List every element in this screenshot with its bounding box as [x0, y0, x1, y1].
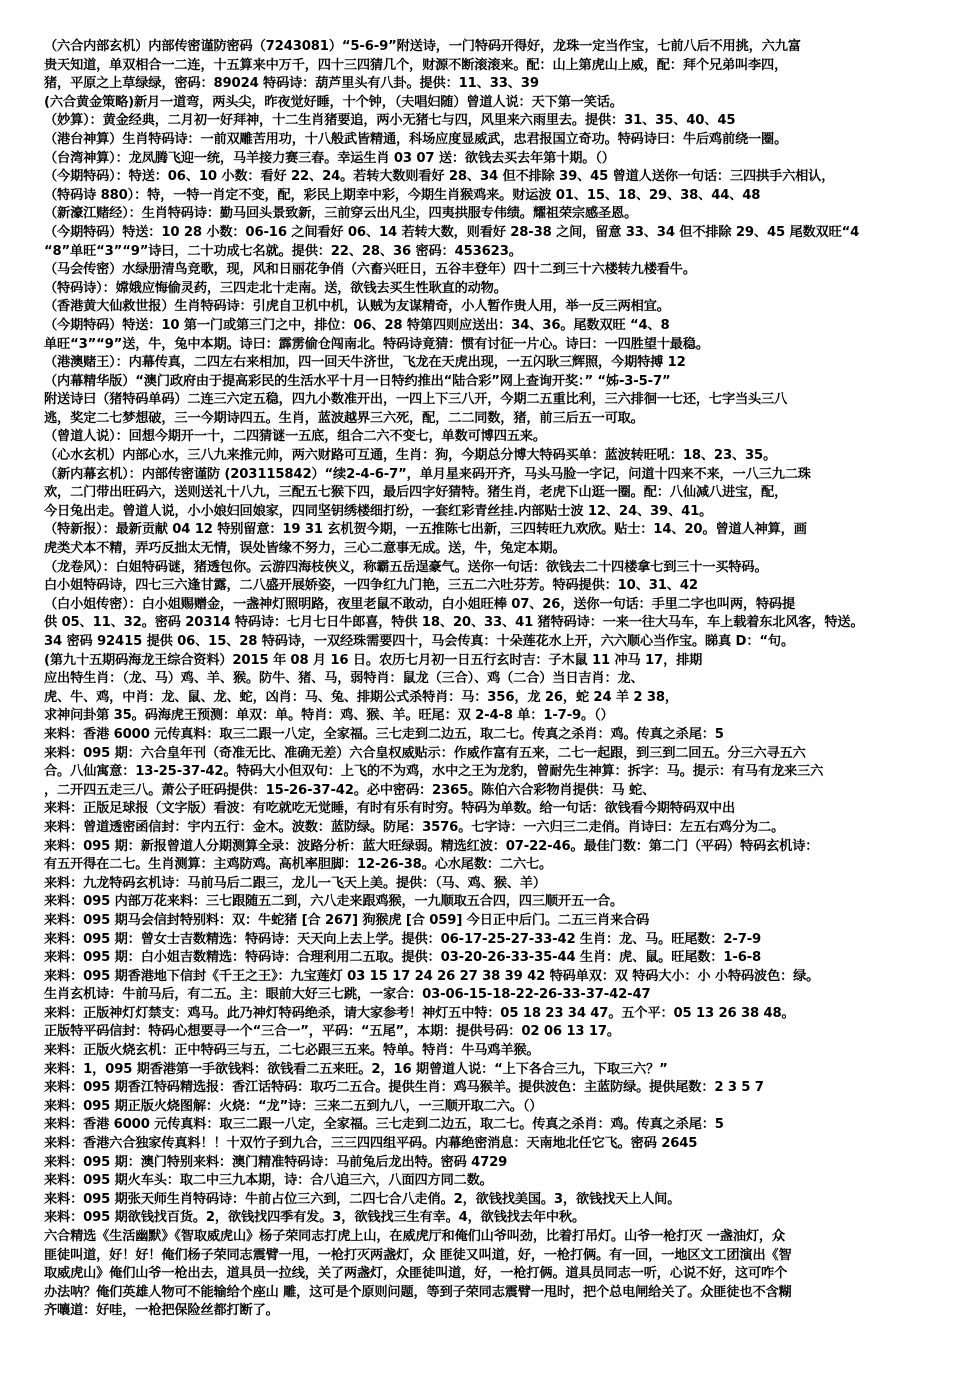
text-line: 来料：香港六合独家传真料！！十双竹子到九合，三三四四组平码。内幕绝密消息：天南地北任它飞。密码 2645 [44, 1136, 698, 1152]
text-line: （曾道人说）：回想今期开一十，二四猜谜一五底，组合二六不变七，单数可博四五来。 [44, 429, 546, 445]
text-line: (第九十五期码海龙王综合资料）2015 年 08 月 16 日。农历七月初一日五行玄时吉：子木鼠 11 冲马 17，排期 [44, 652, 703, 668]
text-line: （特码诗）：嫦娥应悔偷灵药，三四走北十走南。送，欲钱去买生性耿直的动物。 [44, 280, 507, 296]
text-line: 来料：095 期：新报曾道人分期测算全录：波路分析：蓝大旺绿弱。精选红波：07-22-46。最佳门数：第二门（平码）特码玄机诗： [44, 838, 819, 854]
text-line: （今期特码）：特送：06、10 小数：看好 22、24。若转大数则看好 28、34 但不排除 39、45 曾道人送你一句话：三四拱手六相认， [44, 169, 835, 185]
text-line: （特新报）：最新贡献 04 12 特别留意：19 31 玄机贺今期，一五推陈七出新，三四转旺九欢欣。贴士：14、20。曾道人神算，画 [44, 522, 807, 538]
text-line: 单旺“3”“9”送，牛，兔中本期。诗曰：霹雳偷仓闯南北。特码诗竟猜：惯有讨征一片心。诗曰：一四胜望十最稳。 [44, 336, 709, 352]
text-line: 来料：095 期香江特码精选报：香江话特码：取巧二五合。提供生肖：鸡马猴羊。提供波色：主蓝防绿。提供尾数：2 3 5 7 [44, 1080, 764, 1096]
text-line: （新濠江赌经）：生肖特码诗：勤马回头景致新，三前穿云出凡尘，四夷拱服专伟绩。耀祖荣宗感圣恩。 [44, 206, 638, 222]
text-line: 来料：095 期正版火烧图解：火烧：“龙”诗：三来二五到九八，一三顺开取二六。（） [44, 1098, 543, 1114]
text-line: 生肖玄机诗：牛前马后，有二五。主：眼前大好三七跳，一家合：03-06-15-18-22-26-33-37-42-47 [44, 987, 651, 1003]
text-line: ，二开四五走三八。萧公子旺码提供：15-26-37-42。必中密码：2365。陈伯六合彩物肖提供：马 蛇、 [44, 782, 656, 798]
text-line: 来料：曾道透密函信封：宇内五行：金木。波数：蓝防绿。防尾：3576。七字诗：一六归三二走俏。肖诗曰：左五右鸡分为二。 [44, 819, 785, 835]
text-line: （港台神算）生肖特码诗：一前双雕苦用功，十八般武皆精通，科场应度显威武，忠君报国立奇功。特码诗曰：牛后鸡前绕一圈。 [44, 131, 788, 147]
text-line: 来料：095 期：曾女士吉数精选：特码诗：天天向上去上学。提供：06-17-25-27-33-42 生肖：龙、马。旺尾数：2-7-9 [44, 931, 762, 947]
text-line: (六合黄金策略)新月一道弯，两头尖，昨夜觉好睡，十个钟，（夫唱妇随）曾道人说：天下第一笑话。 [44, 94, 623, 110]
text-line: 来料：095 期：六合皇年刊（奇准无比、准确无差）六合皇权威贴示：作威作富有五来，二七一起跟，到三到二回五。分三六寻五六 [44, 745, 806, 761]
text-line: 办法呐？俺们英雄人物可不能输给个座山 雕，这可是个原则问题，等到子荣同志震臂一甩时，把个总电闸给关了。众匪徒也不含糊 [44, 1284, 792, 1300]
text-line: 来料：香港 6000 元传真料：取三二跟一八定，全家福。三七走到二边五，取二七。传真之杀肖：鸡。传真之杀尾：5 [44, 726, 724, 742]
text-line: 来料：095 期张天师生肖特码诗：牛前占位三六到，二四七合八走俏。2，欲钱找美国。3，欲钱找天上人间。 [44, 1191, 681, 1207]
text-line: （台湾神算）：龙凤腾飞迎一统，马羊接力赛三春。幸运生肖 03 07 送：欲钱去买去年第十期。（） [44, 150, 615, 166]
text-line: 取威虎山》俺们山爷一枪出去，道具员一拉线，关了两盏灯，众匪徒叫道，好，一枪打俩。道具员同志一听，心说不好，这可咋个 [44, 1266, 788, 1282]
text-line: 虎、牛、鸡，中肖：龙、鼠、龙、蛇，凶肖：马、兔、排期公式杀特肖：马：356，龙 26，蛇 24 羊 2 38， [44, 689, 678, 705]
text-line: 欢，二门带出旺码六，送则送礼十八九，三配五七猴下四，最后四字好猜特。猪生肖，老虎下山逛一圈。配：八仙减八进宝，配， [44, 485, 788, 501]
text-line: 虎类犬本不精，弄巧反拙太无情，误处皆缘不努力，三心二意事无成。送，牛，兔定本期。 [44, 541, 566, 557]
text-line: （龙卷风）：白姐特码谜，猪透包你。云游四海枝俠义，称霸五岳逞豪气。送你一句话：欲钱去二十四楼拿七到三十一买特码。 [44, 559, 768, 575]
text-line: 来料：095 期：白小姐吉数精选：特码诗：合理利用二五取。提供：03-20-26-33-35-44 生肖：虎、鼠。旺尾数：1-6-8 [44, 950, 762, 966]
text-line: （内幕精华版）“澳门政府由于提高彩民的生活水平十月一日特约推出“陆合彩”网上查询开奖：” “姊-3-5-7” [44, 373, 671, 389]
text-line: 来料：正版火烧玄机：正中特码三与五，二七必跟三五来。特单。特肖：牛马鸡羊猴。 [44, 1043, 540, 1059]
text-line: 来料：095 期香港地下信封《千王之王》：九宝莲灯 03 15 17 24 26 27 38 39 42 特码单双：双 特码大小：小 小特码波色：绿。 [44, 968, 820, 984]
text-line: 正版特平码信封：特码心想要寻一个“三合一”，平码：“五尾”，本期：提供号码：02 06 13 17。 [44, 1024, 620, 1040]
text-line: （港澳赌王）：内幕传真，二四左右来相加，四一回天牛济世，飞龙在天虎出现，一五闪耿三辉照，今期特搏 12 [44, 355, 686, 371]
text-line: （马会传密）水绿册清鸟竞歌，现，风和日丽花争俏（六畜兴旺日，五谷丰登年）四十二到三十六楼转九楼看牛。 [44, 262, 696, 278]
text-line: “8”单旺“3”“9”诗曰，二十功成七名就。提供：22、28、36 密码：453623。 [44, 243, 522, 259]
text-line: （特码诗 880）：特，一特一肖定不变，配，彩民上期幸中彩，今期生肖猴鸡来。财运波 01、15、18、29、38、44、48 [44, 187, 761, 203]
text-line: 来料：1，095 期香港第一手欲钱料：欲钱看二五来旺。2，16 期曾道人说：“上下各合三九，下取三六？” [44, 1061, 668, 1077]
text-line: 白小姐特码诗，四七三六逢甘露，二八盛开展娇姿，一四争红九门艳，三五二六吐芬芳。特码提供：10、31、42 [44, 578, 698, 594]
text-line: 来料：九龙特码玄机诗：马前马后二跟三，龙儿一飞天上美。提供：（马、鸡、猴、羊） [44, 875, 546, 891]
text-line: 来料：095 期欲钱找百货。2，欲钱找四季有发。3，欲钱找三生有幸。4，欲钱找去年中秋。 [44, 1210, 585, 1226]
text-line: 合。八仙寓意：13-25-37-42。特码大小但双句：上飞的不为鸡，水中之王为龙豹，曾耐先生神算：拆字：马。提示：有马有龙来三六 [44, 764, 824, 780]
text-line: 六合精选《生活幽默》《智取威虎山》杨子荣同志打虎上山，在威虎厅和俺们山爷叫劲，比着打吊灯。山爷一枪打灭 一盏油灯，众 [44, 1229, 785, 1244]
text-line: 34 密码 92415 提供 06、15、28 特码诗，一双经珠需要四十，马会传真：十朵莲花水上开，六六顺心当作宝。睇真 D：“句。 [44, 634, 794, 649]
text-line: （新内幕玄机）：内部传密谨防 (203115842）“续2-4-6-7”，单月星来码开齐，马头马脸一字记，问道十四来不来，一八三九二珠 [44, 466, 811, 482]
text-line: 附送诗曰（猪特码单码）二连三六定五稳，四九小数准开出，一四上下三八开，今期二五重比利，三六排徊一七还，七字当头三八 [44, 392, 788, 408]
text-line: （六合内部玄机）内部传密谨防密码（7243081）“5-6-9”附送诗，一门特码开得好，龙珠一定当作宝，七前八后不用挑，六九富 [44, 39, 801, 54]
text-line: 齐嚷道：好哇，一枪把保险丝都打断了。 [44, 1303, 279, 1319]
text-line: 来料：095 期火车头：取二中三九本期，诗：合八追三六，八面四方同二数。 [44, 1173, 493, 1189]
text-line: （心水玄机）内部心水，三八九来推元帅，两六财路可互通，生肖：狗，今期总分博大特码买单：蓝波转旺吼：18、23、35。 [44, 448, 777, 464]
text-line: （今期特码）特送：10 28 小数：06-16 之间看好 06、14 若转大数，则看好 28-38 之间，留意 33、34 但不排除 29、45 尾数双旺“4 [44, 224, 860, 240]
text-line: 求神问卦第 35。码海虎王预测：单双：单。特肖：鸡、猴、羊。旺尾：双 2-4-8 单：1-7-9。（） [44, 708, 614, 724]
text-line: 来料：095 期马会信封特别料：双：牛蛇猪 [合 267] 狗猴虎 [合 059] 今日正中后门。二五三肖来合码 [44, 912, 650, 928]
text-line: 有五开得在二七。生肖测算：主鸡防鸡。高机率胆脚：12-26-38。心水尾数：二六七。 [44, 857, 553, 873]
text-line: 今日兔出走。曾道人说，小小娘妇回娘家，四同坚钥绣楼细打纷，一套红彩青丝挂.内部贴士波 12、24、39、41。 [44, 503, 713, 519]
text-line: 来料：正版足球报（文字版）看波：有吃就吃无觉睡，有时有乐有时穷。特码为单数。给一句话：欲钱看今期特码双中出 [44, 801, 735, 817]
text-line: 贵天知道，单双相合一二连，十五算来中万千，四十三四猜几个，财源不断滚滚来。配：山上第虎山上威，配：拜个兄弟叫李四， [44, 57, 788, 73]
text-line: （白小姐传密）：白小姐赐赠金，一盏神灯照明路，夜里老鼠不敢动，白小姐旺棒 07、26，送你一句话：手里二字也叫两，特码提 [44, 596, 796, 612]
text-line: 供 05、11、32。密码 20314 特码诗：七月七日牛郎喜，特供 18、20、33、41 猪特码诗：一来一往大马车，车上载着东北风客，特送。 [44, 615, 864, 631]
text-line: 匪徒叫道，好！好！俺们杨子荣同志震臂一甩，一枪打灭两盏灯，众 匪徒又叫道，好，一枪打俩。有一回，一地区文工团演出《智 [44, 1247, 792, 1263]
text-line: 来料：正版神灯灯禁支：鸡马。此乃神灯特码绝杀，请大家参考！神灯五中特：05 18 23 34 47。五个平：05 13 26 38 48。 [44, 1005, 795, 1021]
text-line: 来料：095 期：澳门特别来料：澳门精准特码诗：马前兔后龙出特。密码 4729 [44, 1154, 508, 1170]
text-line: 逃，奖定二七梦想破，三一今期诗四五。生肖，蓝波越界三六死，配，二二同数，猪，前三后五一可取。 [44, 410, 644, 426]
text-line: 应出特生肖：（龙、马）鸡、羊、猴。防牛、猪、马，弱特肖：鼠龙（三合）、鸡（二合）当日吉肖：龙、 [44, 671, 644, 687]
text-line: （今期特码）特送：10 第一门或第三门之中，排位：06、28 特第四则应送出：34、36。尾数双旺 “4、8 [44, 317, 670, 333]
text-line: （香港黄大仙救世报）生肖特码诗：引虎自卫机中机，认贼为友谋精奇，小人暂作贵人用，举一反三两相宜。 [44, 299, 670, 315]
text-line: 来料：香港 6000 元传真料：取三二跟一八定，全家福。三七走到二边五，取二七。传真之杀肖：鸡。传真之杀尾：5 [44, 1117, 724, 1133]
text-line: 来料：095 内部万花来料：三七跟随五二到，六八走来跟鸡猴，一九顺取五合四，四三顺开五一合。 [44, 894, 624, 910]
text-line: 猪，平原之上草绿绿，密码：89024 特码诗：葫芦里头有八卦。提供：11、33、39 [44, 76, 539, 92]
text-line: （妙算）：黄金经典，二月初一好拜神，十二生肖猪要追，两小无猪七与四，风里来六雨里去。提供：31、35、40、45 [44, 113, 736, 129]
